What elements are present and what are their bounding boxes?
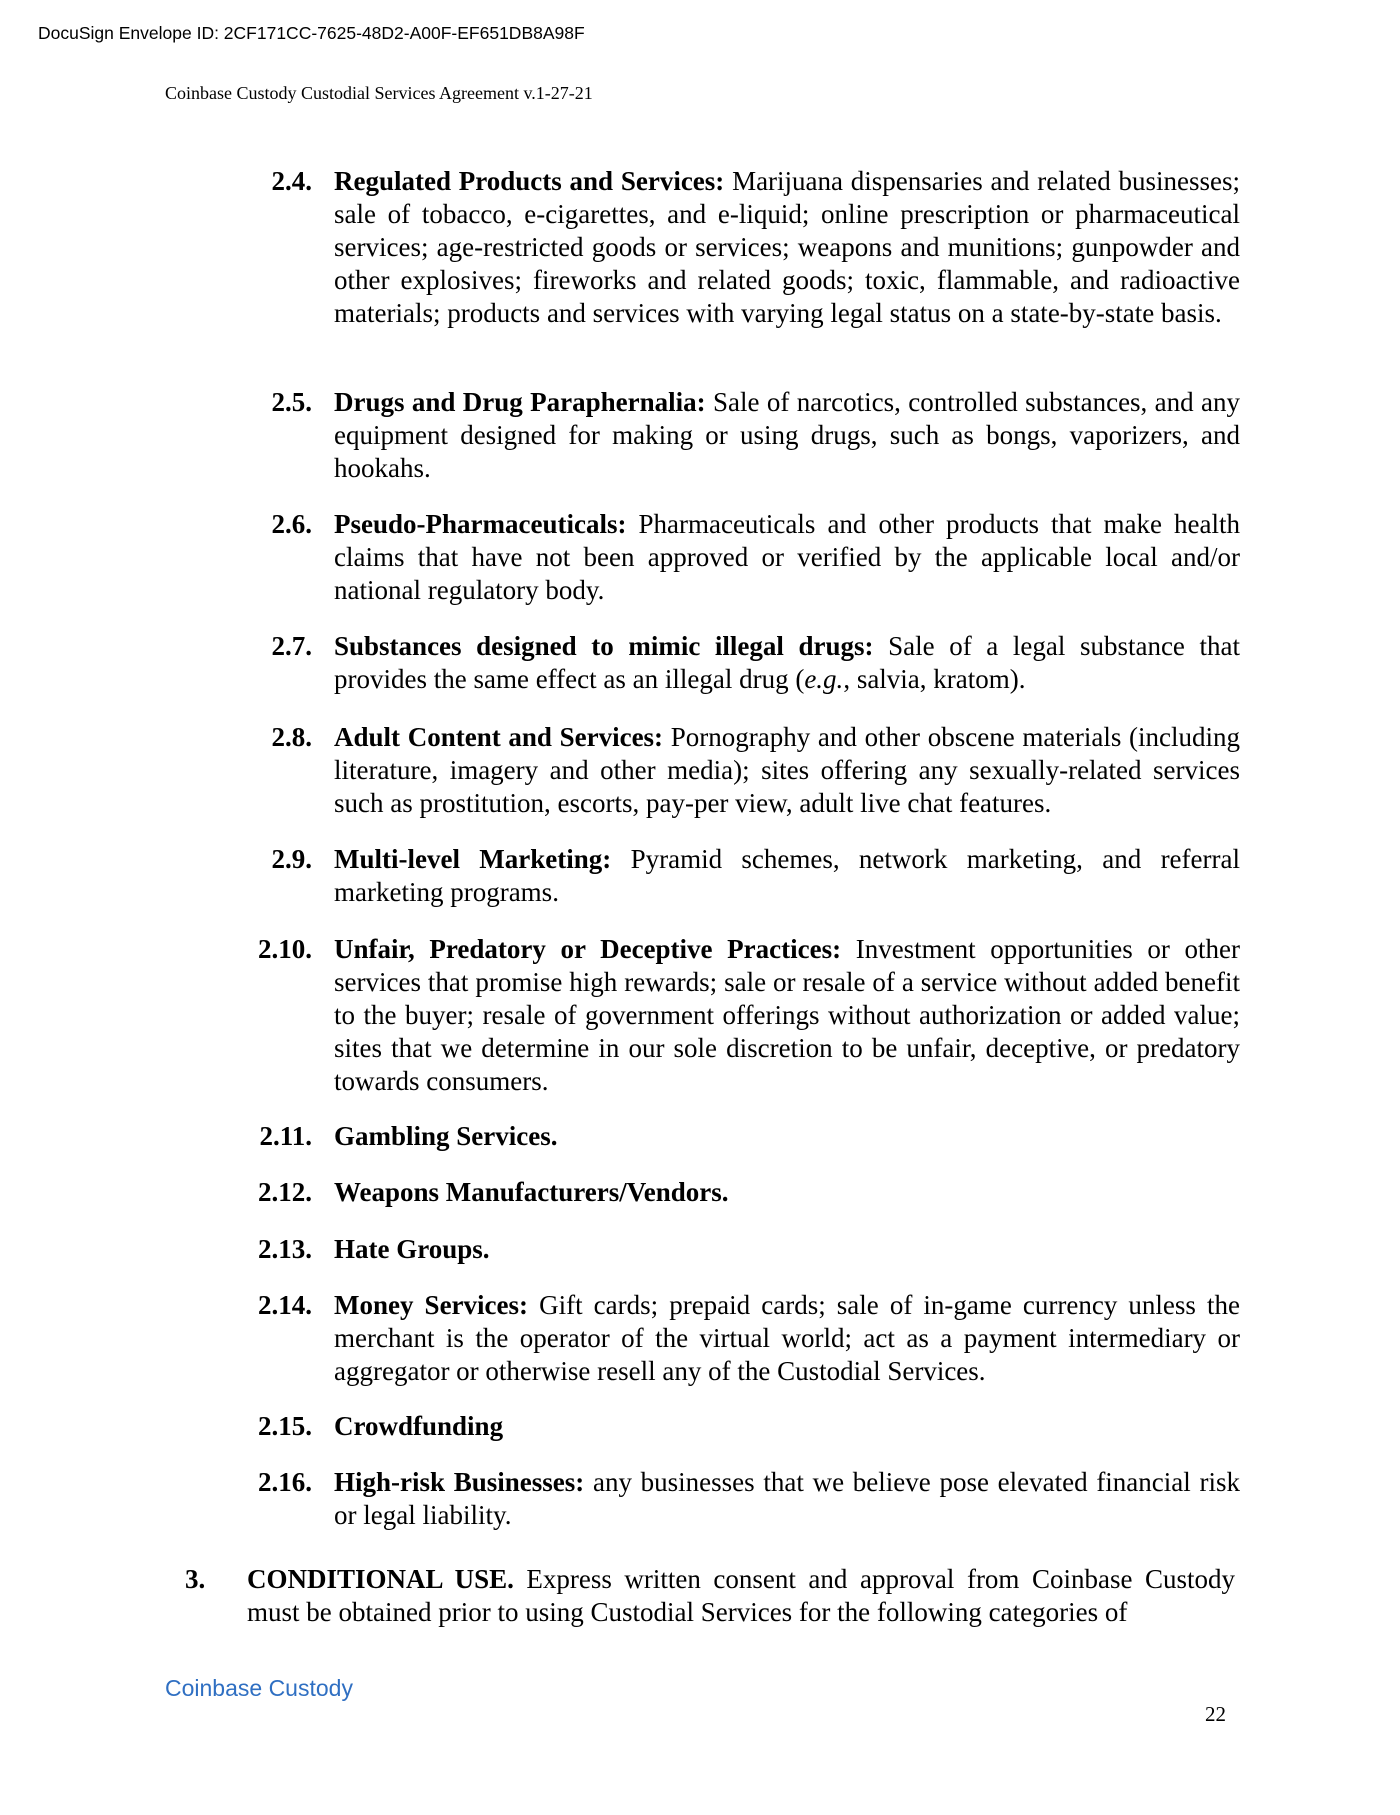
clause-text: Pyramid schemes, network marketing, and referral marketing programs. [334,844,1240,907]
clause-number: 2.5. [271,387,312,417]
clause-text: Sale of a legal substance that provides the same effect as an illegal drug ( [334,631,1241,694]
clause-number: 2.8. [271,722,312,752]
section-body [247,1563,1235,1629]
clause-title: Substances designed to mimic illegal drugs: [334,631,874,661]
clause-text: Investment opportunities or other services that promise high rewards; sale or resale of a service without added benefit to the buyer; resale of government offerings without authorization or added value; sites that we determine in our sole discretion to be unfair, deceptive, or predatory towards consumers. [334,934,1240,1096]
clause-body [334,843,1240,909]
section-title: CONDITIONAL USE. [247,1564,514,1594]
clause-number: 2.16. [258,1467,312,1497]
section-number: 3. [185,1564,206,1594]
agreement-title: Coinbase Custody Custodial Services Agreement v.1-27-21 [165,83,593,103]
clause-number: 2.11. [259,1121,312,1151]
docusign-envelope-id: DocuSign Envelope ID: 2CF171CC-7625-48D2-A00F-EF651DB8A98F [38,23,585,43]
clause-body [334,1410,1240,1443]
clause-number: 2.10. [258,934,312,964]
clause-number: 2.4. [271,166,312,196]
clause-number: 2.14. [258,1290,312,1320]
clause-title: Gambling Services. [334,1121,558,1151]
clause-body [334,1466,1240,1532]
section-text: Express written consent and approval from Coinbase Custody must be obtained prior to using Custodial Services for the following categories of [247,1564,1236,1627]
clause-body [334,1233,1240,1266]
clause-title: Unfair, Predatory or Deceptive Practices: [334,934,842,964]
clause-number: 2.12. [258,1177,312,1207]
clause-text: Sale of narcotics, controlled substances, and any equipment designed for making or using drugs, such as bongs, vaporizers, and hookahs. [334,387,1240,483]
clause-body [334,386,1240,485]
clause-body [334,933,1240,1098]
clause-text: Gift cards; prepaid cards; sale of in-game currency unless the merchant is the operator of the virtual world; act as a payment intermediary or aggregator or otherwise resell any of the Custodial Services. [334,1290,1240,1386]
footer-brand: Coinbase Custody [165,1675,353,1701]
clause-number: 2.9. [271,844,312,874]
clause-title: Weapons Manufacturers/Vendors. [334,1177,729,1207]
clause-body [334,630,1240,696]
clause-text-italic: e.g. [804,664,844,694]
page-number: 22 [1205,1702,1226,1726]
clause-number: 2.15. [258,1411,312,1441]
clause-body [334,1120,1240,1153]
clause-title: Regulated Products and Services: [334,166,725,196]
clause-title: Multi-level Marketing: [334,844,612,874]
clause-body [334,508,1240,607]
clause-title: Crowdfunding [334,1411,504,1441]
clause-text: Pharmaceuticals and other products that make health claims that have not been approved or verified by the applicable local and/or national regulatory body. [334,509,1240,605]
clause-title: Pseudo-Pharmaceuticals: [334,509,627,539]
clause-title: Hate Groups. [334,1234,490,1264]
clause-title: Money Services: [334,1290,529,1320]
clause-title: High-risk Businesses: [334,1467,585,1497]
clause-number: 2.6. [271,509,312,539]
clause-number: 2.13. [258,1234,312,1264]
clause-text: Pornography and other obscene materials (including literature, imagery and other media); sites offering any sexually-related services such as prostitution, escorts, pay-per view, adult live chat features. [334,722,1240,818]
clause-text: any businesses that we believe pose elevated financial risk or legal liability. [334,1467,1240,1530]
clause-body [334,721,1240,820]
clause-text: , salvia, kratom). [843,664,1026,694]
clause-title: Drugs and Drug Paraphernalia: [334,387,706,417]
clause-body [334,1289,1240,1388]
clause-body [334,165,1240,330]
clause-text: Marijuana dispensaries and related businesses; sale of tobacco, e-cigarettes, and e-liquid; online prescription or pharmaceutical services; age-restricted goods or services; weapons and munitions; gunpowder and other explosives; fireworks and related goods; toxic, flammable, and radioactive materials; products and services with varying legal status on a state-by-state basis. [334,166,1240,328]
clause-body [334,1176,1240,1209]
clause-number: 2.7. [271,631,312,661]
clause-title: Adult Content and Services: [334,722,664,752]
